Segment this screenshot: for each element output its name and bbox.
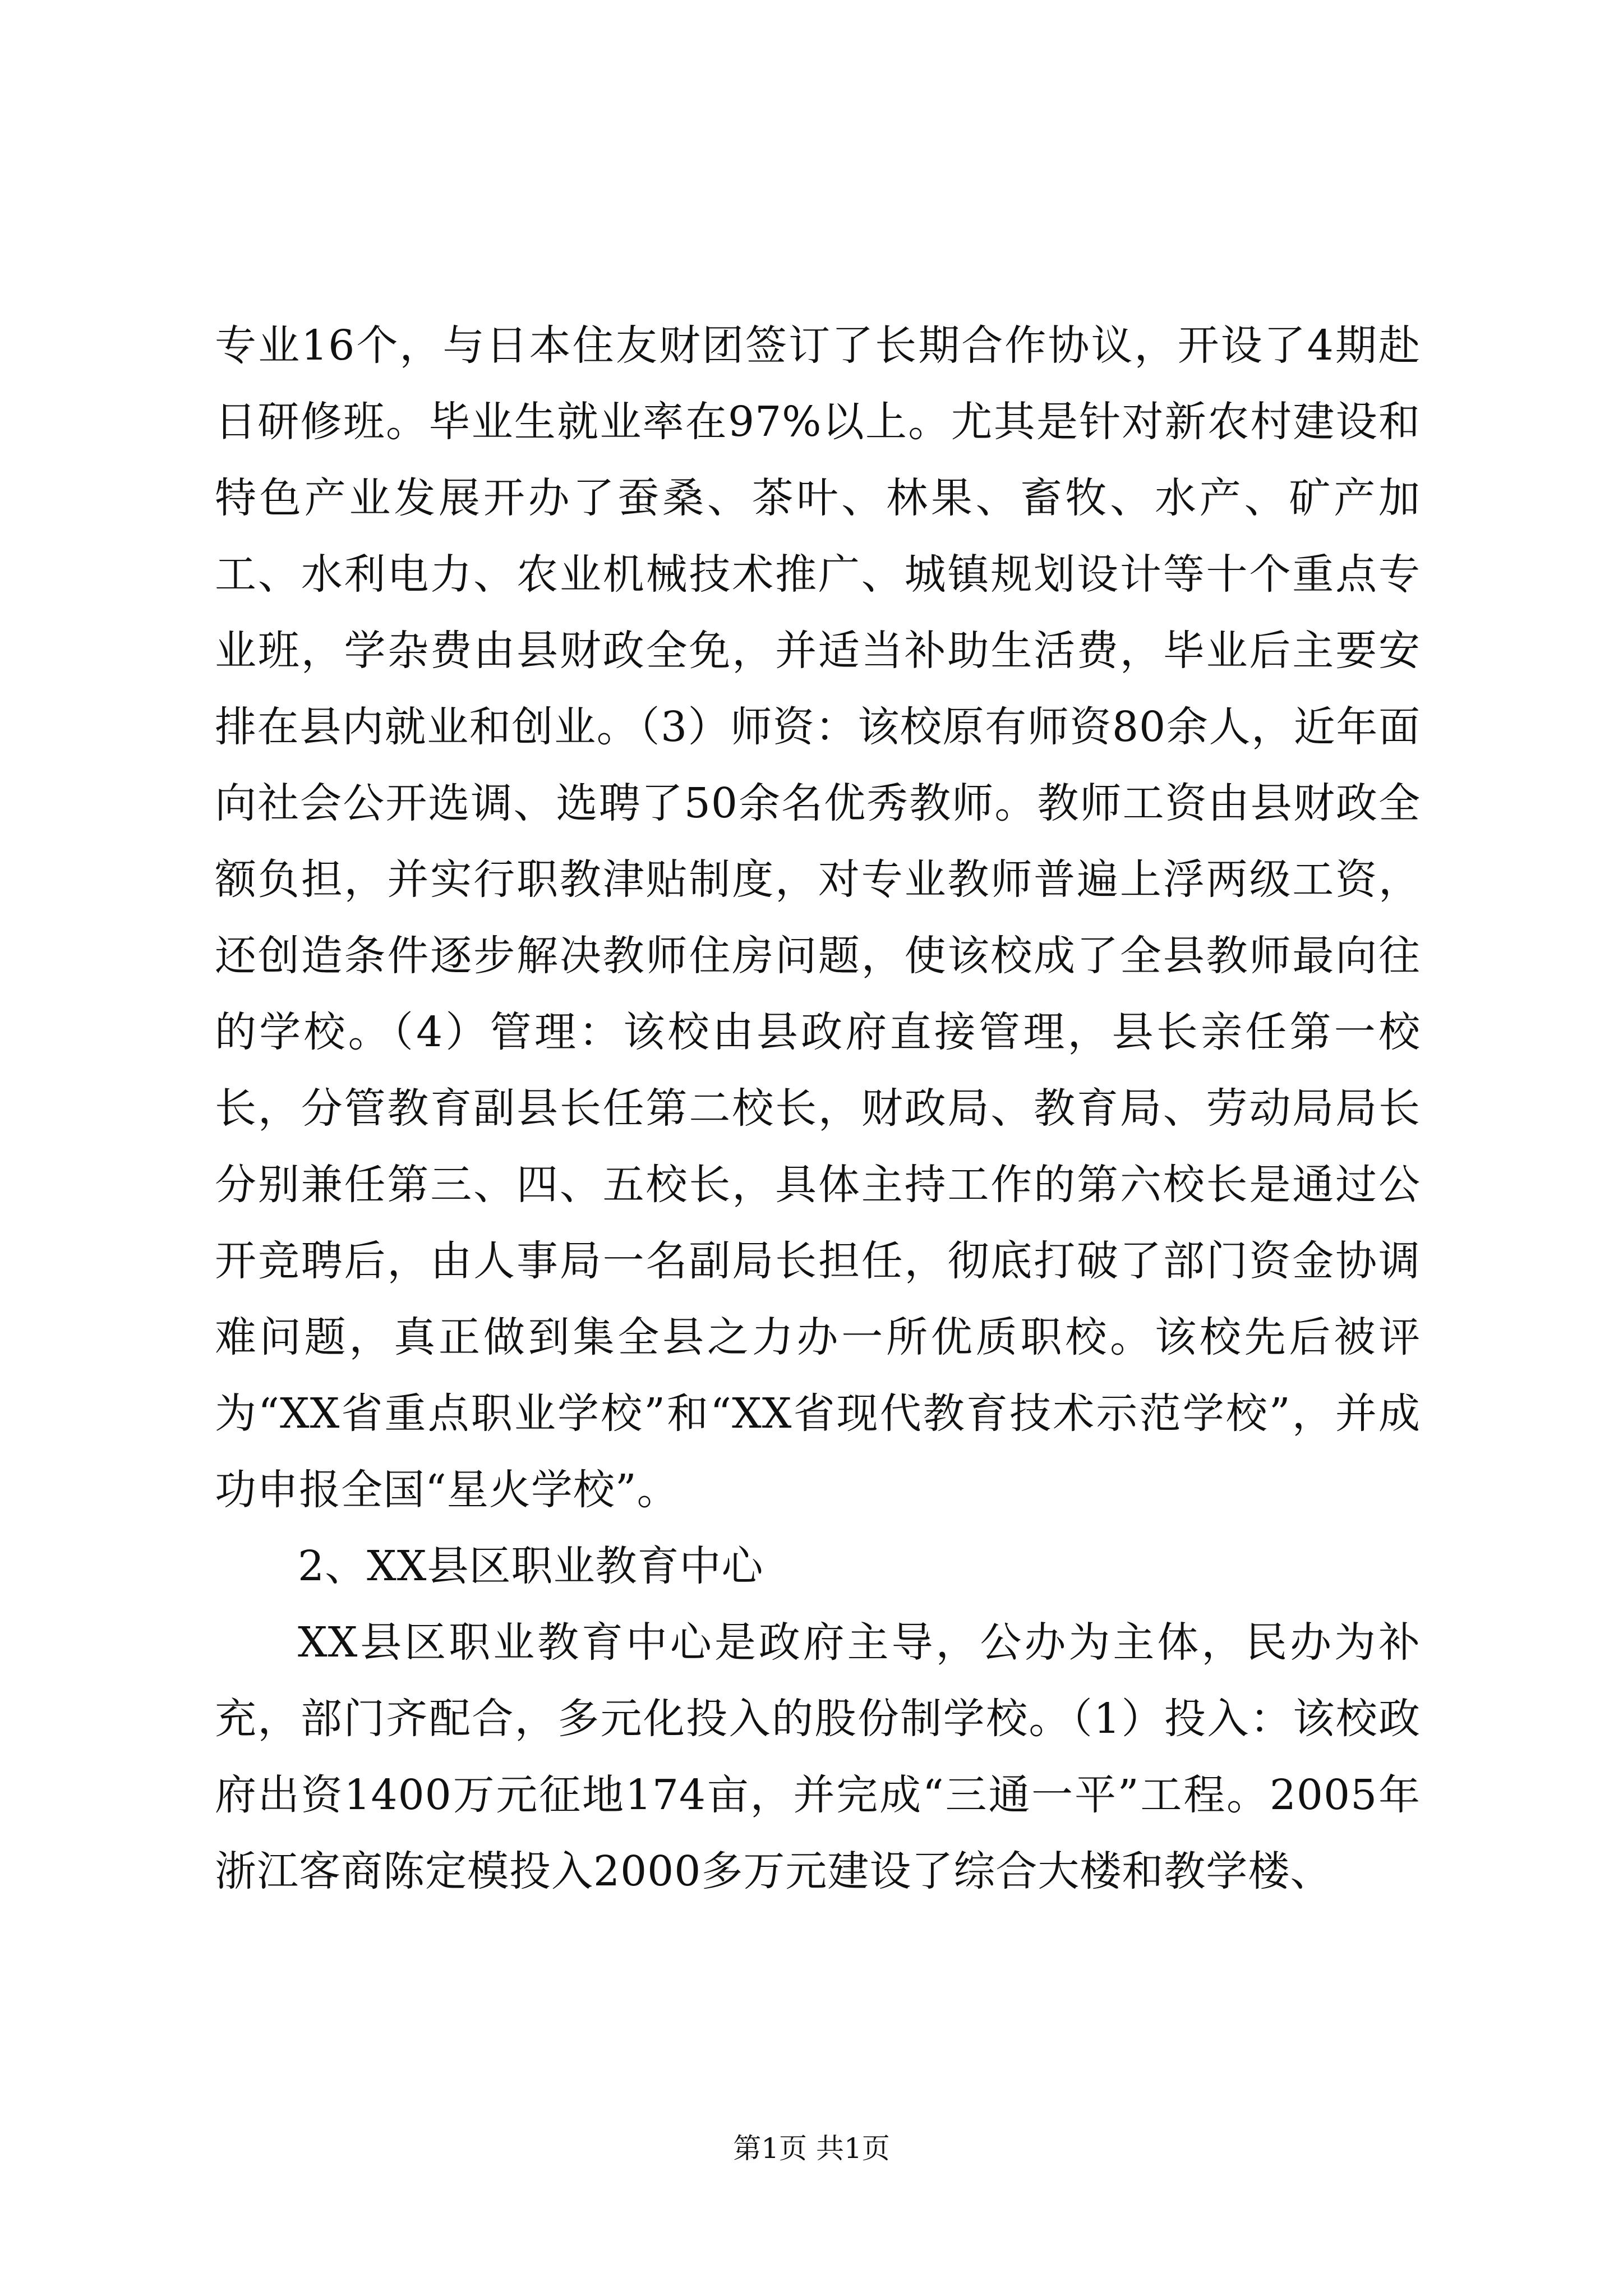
paragraph: XX县区职业教育中心是政府主导，公办为主体，民办为补充，部门齐配合，多元化投入的股份制学校。（1）投入：该校政府出资1400万元征地174亩，并完成“三通一平”工程。2005年浙江客商陈定模投入2000多万元建设了综合大楼和教学楼、	[215, 1618, 1421, 1895]
section-heading: 2、XX县区职业教育中心	[298, 1542, 764, 1590]
paragraph-continued: 专业16个，与日本住友财团签订了长期合作协议，开设了4期赴日研修班。毕业生就业率在97%以上。尤其是针对新农村建设和特色产业发展开办了蚕桑、茶叶、林果、畜牧、水产、矿产加工、水利电力、农业机械技术推广、城镇规划设计等十个重点专业班，学杂费由县财政全免，并适当补助生活费，毕业后主要安排在县内就业和创业。（3）师资：该校原有师资80余人，近年面向社会公开选调、选聘了50余名优秀教师。教师工资由县财政全额负担，并实行职教津贴制度，对专业教师普遍上浮两级工资，还创造条件逐步解决教师住房问题，使该校成了全县教师最向往的学校。（4）管理：该校由县政府直接管理，县长亲任第一校长，分管教育副县长任第二校长，财政局、教育局、劳动局局长分别兼任第三、四、五校长，具体主持工作的第六校长是通过公开竞聘后，由人事局一名副局长担任，彻底打破了部门资金协调难问题，真正做到集全县之力办一所优质职校。该校先后被评为“XX省重点职业学校”和“XX省现代教育技术示范学校”，并成功申报全国“星火学校”。	[215, 321, 1421, 1514]
page-footer: 第1页 共1页	[733, 2132, 890, 2165]
document-body	[215, 307, 1421, 1910]
